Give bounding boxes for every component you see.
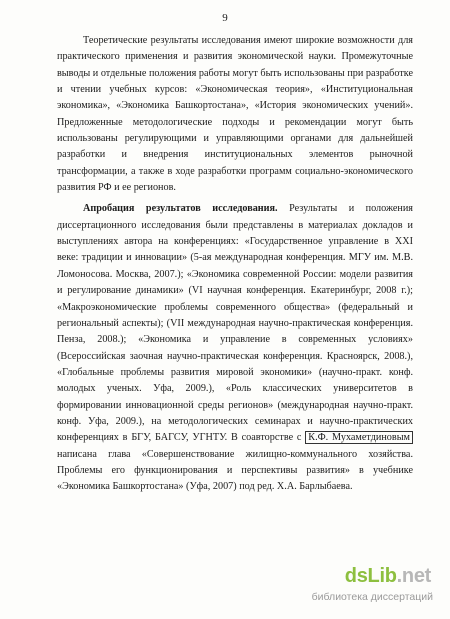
- paragraph-approbation: [57, 201, 413, 495]
- watermark-subtitle: библиотека диссертаций: [311, 591, 433, 603]
- approbation-text-2: написана глава «Совершенствование жилищно-коммунального хозяйства. Проблемы его функционирования и перспективы развития» в учебнике «Экономика Башкортостана» (Уфа, 2007) под ред. Х.А. Барлыбаева.: [57, 448, 413, 493]
- approbation-heading: Апробация результатов исследования.: [83, 203, 278, 215]
- coauthor-name: К.Ф. Мухаметдиновым: [305, 431, 413, 444]
- paragraph-practical-significance: Теоретические результаты исследования имеют широкие возможности для практического применения и развития экономической науки. Промежуточные выводы и отдельные положения работы могут быть использованы при разработке и чтении учебных курсов: «Экономическая теория», «Институциональная экономика», «Экономика Башкортостана», «История экономических учений». Предложенные методологические подходы и рекомендации могут быть использованы регулирующими и управляющими органами для дальнейшей разработки и внедрения институциональных элементов рыночной трансформации, а также в ходе разработки программ социально-экономического развития РФ и ее регионов.: [57, 35, 413, 194]
- page-number: 9: [222, 12, 228, 24]
- approbation-text-1: Результаты и положения диссертационного исследования были представлены в материалах докладов и выступлениях автора на конференциях: «Государственное управление в XXI веке: традиции и инновации» (5-ая международная конференция. МГУ им. М.В. Ломоносова. Москва, 2007.); «Экономика современной России: модели развития и регулирование динамики» (VI научная конференция. Екатеринбург, 2008 г.); «Макроэкономические проблемы современного общества» (федеральный и региональный аспекты); (VII международная научно-практическая конференция. Пенза, 2008.); «Экономика и управление в современных условиях» (Всероссийская заочная научно-практическая конференция. Красноярск, 2008.), «Глобальные проблемы развития мировой экономики» (научно-практ. конф. молодых ученых. Уфа, 2009.), «Роль классических университетов в формировании инновационной среды регионов» (международная научно-практ. конф. Уфа, 2009.), на методологических семинарах и научно-практических конференциях в БГУ, БАГСУ, УГНТУ. В соавторстве с: [57, 203, 413, 444]
- document-body: [57, 33, 413, 496]
- watermark-logo: dsLib.net: [344, 565, 431, 587]
- watermark: [258, 565, 433, 609]
